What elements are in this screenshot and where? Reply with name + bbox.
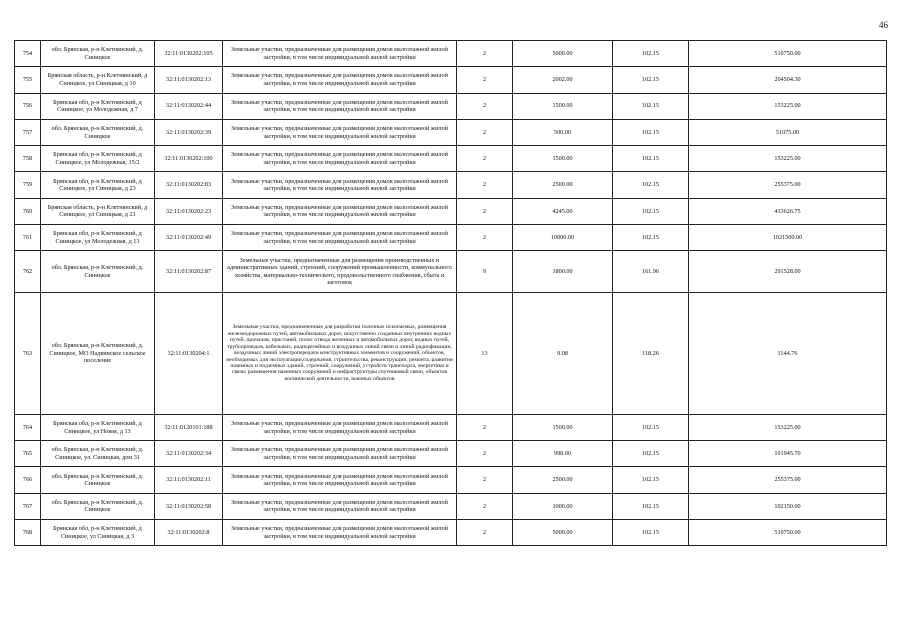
address-cell: обл. Брянская, р-н Клетнянский, д. Синицкое	[41, 41, 155, 67]
specific-value-cell: 102.15	[613, 198, 689, 224]
group-cell: 9	[457, 251, 513, 293]
row-number-cell: 766	[15, 467, 41, 493]
table-row	[15, 441, 887, 467]
address-cell: обл. Брянская, р-н Клетнянский, д. Синицкое	[41, 467, 155, 493]
row-number-cell: 760	[15, 198, 41, 224]
group-cell: 13	[457, 292, 513, 414]
group-cell: 2	[457, 414, 513, 440]
specific-value-cell: 102.15	[613, 67, 689, 93]
land-use-cell: Земельные участки, предназначенные для размещения домов малоэтажной жилой застройки, в том числе индивидуальной жилой застройки	[223, 67, 457, 93]
cadastral-number-cell: 32:11:0130202:87	[155, 251, 223, 293]
specific-value-cell: 102.15	[613, 172, 689, 198]
specific-value-cell: 102.15	[613, 119, 689, 145]
table-row	[15, 198, 887, 224]
specific-value-cell: 118.26	[613, 292, 689, 414]
table-row	[15, 493, 887, 519]
specific-value-cell: 102.15	[613, 225, 689, 251]
land-use-cell: Земельные участки, предназначенные для размещения домов малоэтажной жилой застройки, в том числе индивидуальной жилой застройки	[223, 119, 457, 145]
address-cell: обл. Брянская, р-н Клетнянский, д. Синицкое, МО Надвинское сельское поселение	[41, 292, 155, 414]
cadastral-number-cell: 32:11:0130204:1	[155, 292, 223, 414]
specific-value-cell: 102.15	[613, 414, 689, 440]
address-cell: Брянская обл, р-н Клетнянский, д Синицкое, ул Молодежная, 15/2	[41, 146, 155, 172]
address-cell: обл. Брянская, р-н Клетнянский, д. Синицкое, ул. Синицкая, дом 31	[41, 441, 155, 467]
table-row	[15, 93, 887, 119]
cadastral-value-cell: 101945.70	[689, 441, 887, 467]
address-cell: Брянская обл, р-н Клетнянский, д Синицкое, ул Синицкая, д 3	[41, 520, 155, 546]
area-cell: 10000.00	[513, 225, 613, 251]
cadastral-number-cell: 32:11:0130202:39	[155, 119, 223, 145]
row-number-cell: 757	[15, 119, 41, 145]
land-use-cell: Земельные участки, предназначенные для размещения домов малоэтажной жилой застройки, в том числе индивидуальной жилой застройки	[223, 520, 457, 546]
land-use-cell: Земельные участки, предназначенные для размещения домов малоэтажной жилой застройки, в том числе индивидуальной жилой застройки	[223, 172, 457, 198]
area-cell: 2002.00	[513, 67, 613, 93]
table-row	[15, 172, 887, 198]
land-use-cell: Земельные участки, предназначенные для размещения домов малоэтажной жилой застройки, в том числе индивидуальной жилой застройки	[223, 493, 457, 519]
address-cell: Брянская обл, р-н Клетнянский, д Синицкое, ул Молодежная, д 13	[41, 225, 155, 251]
area-cell: 4245.00	[513, 198, 613, 224]
land-use-cell: Земельные участки, предназначенные для размещения домов малоэтажной жилой застройки, в том числе индивидуальной жилой застройки	[223, 225, 457, 251]
address-cell: обл. Брянская, р-н Клетнянский, д. Синицкое	[41, 493, 155, 519]
row-number-cell: 765	[15, 441, 41, 467]
specific-value-cell: 102.15	[613, 520, 689, 546]
row-number-cell: 758	[15, 146, 41, 172]
area-cell: 1500.00	[513, 414, 613, 440]
group-cell: 2	[457, 119, 513, 145]
land-use-cell: Земельные участки, предназначенные для размещения производственных и административных зданий, строений, сооружений промышленности, коммунального хозяйства, материально-технического, продовольственного снабжения, сбыта и заготовок	[223, 251, 457, 293]
cadastral-value-cell: 510750.00	[689, 520, 887, 546]
cadastral-value-cell: 1021500.00	[689, 225, 887, 251]
cadastral-number-cell: 32:11:0130202:105	[155, 41, 223, 67]
cadastral-value-cell: 204504.30	[689, 67, 887, 93]
specific-value-cell: 161.96	[613, 251, 689, 293]
cadastral-number-cell: 32:11:0130202:49	[155, 225, 223, 251]
row-number-cell: 763	[15, 292, 41, 414]
area-cell: 998.00	[513, 441, 613, 467]
land-use-cell: Земельные участки, предназначенные для размещения домов малоэтажной жилой застройки, в том числе индивидуальной жилой застройки	[223, 414, 457, 440]
row-number-cell: 762	[15, 251, 41, 293]
group-cell: 2	[457, 67, 513, 93]
cadastral-number-cell: 32:11:0130202:34	[155, 441, 223, 467]
group-cell: 2	[457, 172, 513, 198]
land-use-cell: Земельные участки, предназначенные для разработки полезных ископаемых, размещения железнодорожных путей, автомобильных дорог, искусственно созданных внутренних водных путей, причалов, пристаней, полос отвода железных и автомобильных дорог, водных путей, трубопроводов, кабельных, радиорелейных и воздушных линий связи и линий радиофикации, воздушных линий электропередачи конструктивных элементов и сооружений, объектов, необходимых для эксплуатации,содержания, строительства, реконструкции, ремонта, развития наземных и подземных зданий, строений, сооружений, устройств транспорта, энергетики и связи; размещения наземных сооружений и инфраструктуры спутниковой связи, объектов космической деятельности, военных объектов	[223, 292, 457, 414]
table-row	[15, 225, 887, 251]
row-number-cell: 768	[15, 520, 41, 546]
address-cell: Брянская область, р-н Клетнянский, д Синицкое, ул Синицкая, д 10	[41, 67, 155, 93]
cadastral-value-cell: 255375.00	[689, 467, 887, 493]
specific-value-cell: 102.15	[613, 493, 689, 519]
group-cell: 2	[457, 146, 513, 172]
cadastral-number-cell: 32:11:0130202:83	[155, 172, 223, 198]
row-number-cell: 759	[15, 172, 41, 198]
land-use-cell: Земельные участки, предназначенные для размещения домов малоэтажной жилой застройки, в том числе индивидуальной жилой застройки	[223, 467, 457, 493]
land-use-cell: Земельные участки, предназначенные для размещения домов малоэтажной жилой застройки, в том числе индивидуальной жилой застройки	[223, 93, 457, 119]
cadastral-number-cell: 32:11:0130202:58	[155, 493, 223, 519]
table-row	[15, 467, 887, 493]
cadastral-value-table	[14, 40, 887, 546]
cadastral-number-cell: 32:11:0120101:188	[155, 414, 223, 440]
table-row	[15, 292, 887, 414]
table-row	[15, 520, 887, 546]
cadastral-value-cell: 255375.00	[689, 172, 887, 198]
land-use-cell: Земельные участки, предназначенные для размещения домов малоэтажной жилой застройки, в том числе индивидуальной жилой застройки	[223, 146, 457, 172]
address-cell: обл. Брянская, р-н Клетнянский, д. Синицкое	[41, 119, 155, 145]
group-cell: 2	[457, 198, 513, 224]
group-cell: 2	[457, 93, 513, 119]
cadastral-value-cell: 510750.00	[689, 41, 887, 67]
row-number-cell: 761	[15, 225, 41, 251]
page-number: 46	[879, 20, 888, 30]
table-row	[15, 414, 887, 440]
cadastral-number-cell: 32:11:0130202:11	[155, 467, 223, 493]
specific-value-cell: 102.15	[613, 467, 689, 493]
address-cell: Брянская область, р-н Клетнянский, д Синицкое, ул Синицкая, д 21	[41, 198, 155, 224]
land-use-cell: Земельные участки, предназначенные для размещения домов малоэтажной жилой застройки, в том числе индивидуальной жилой застройки	[223, 41, 457, 67]
specific-value-cell: 102.15	[613, 441, 689, 467]
area-cell: 1500.00	[513, 93, 613, 119]
cadastral-value-cell: 153225.00	[689, 93, 887, 119]
area-cell: 500.00	[513, 119, 613, 145]
table-row	[15, 146, 887, 172]
cadastral-number-cell: 32:11:0130202:8	[155, 520, 223, 546]
row-number-cell: 755	[15, 67, 41, 93]
group-cell: 2	[457, 41, 513, 67]
address-cell: Брянская обл, р-н Клетнянский, д Синицкое, ул Молодежная, д 7	[41, 93, 155, 119]
row-number-cell: 767	[15, 493, 41, 519]
specific-value-cell: 102.15	[613, 146, 689, 172]
area-cell: 5000.00	[513, 41, 613, 67]
area-cell: 5000.00	[513, 520, 613, 546]
row-number-cell: 756	[15, 93, 41, 119]
cadastral-value-cell: 102150.00	[689, 493, 887, 519]
area-cell: 2500.00	[513, 172, 613, 198]
address-cell: обл. Брянская, р-н Клетнянский, д. Синицкое	[41, 251, 155, 293]
group-cell: 2	[457, 441, 513, 467]
table-row	[15, 251, 887, 293]
area-cell: 1000.00	[513, 493, 613, 519]
address-cell: Брянская обл, р-н Клетнянский, д Синицкое, ул Новая, д 13	[41, 414, 155, 440]
cadastral-number-cell: 32:11:0130202:23	[155, 198, 223, 224]
cadastral-value-cell: 433626.75	[689, 198, 887, 224]
row-number-cell: 764	[15, 414, 41, 440]
specific-value-cell: 102.15	[613, 41, 689, 67]
area-cell: 1800.00	[513, 251, 613, 293]
group-cell: 2	[457, 225, 513, 251]
cadastral-number-cell: 32:11:0130202:44	[155, 93, 223, 119]
cadastral-value-cell: 153225.00	[689, 146, 887, 172]
cadastral-value-cell: 291528.00	[689, 251, 887, 293]
area-cell: 9.08	[513, 292, 613, 414]
cadastral-number-cell: 32:11:0130202:100	[155, 146, 223, 172]
cadastral-value-cell: 51075.00	[689, 119, 887, 145]
cadastral-value-cell: 1144.76	[689, 292, 887, 414]
specific-value-cell: 102.15	[613, 93, 689, 119]
row-number-cell: 754	[15, 41, 41, 67]
table-row	[15, 119, 887, 145]
land-use-cell: Земельные участки, предназначенные для размещения домов малоэтажной жилой застройки, в том числе индивидуальной жилой застройки	[223, 198, 457, 224]
area-cell: 1500.00	[513, 146, 613, 172]
table-row	[15, 41, 887, 67]
area-cell: 2500.00	[513, 467, 613, 493]
group-cell: 2	[457, 520, 513, 546]
cadastral-value-cell: 153225.00	[689, 414, 887, 440]
table-body	[15, 41, 887, 546]
address-cell: Брянская обл, р-н Клетнянский, д Синицкое, ул Синицкая, д 23	[41, 172, 155, 198]
table-row	[15, 67, 887, 93]
group-cell: 2	[457, 467, 513, 493]
cadastral-number-cell: 32:11:0130202:13	[155, 67, 223, 93]
land-use-cell: Земельные участки, предназначенные для размещения домов малоэтажной жилой застройки, в том числе индивидуальной жилой застройки	[223, 441, 457, 467]
group-cell: 2	[457, 493, 513, 519]
